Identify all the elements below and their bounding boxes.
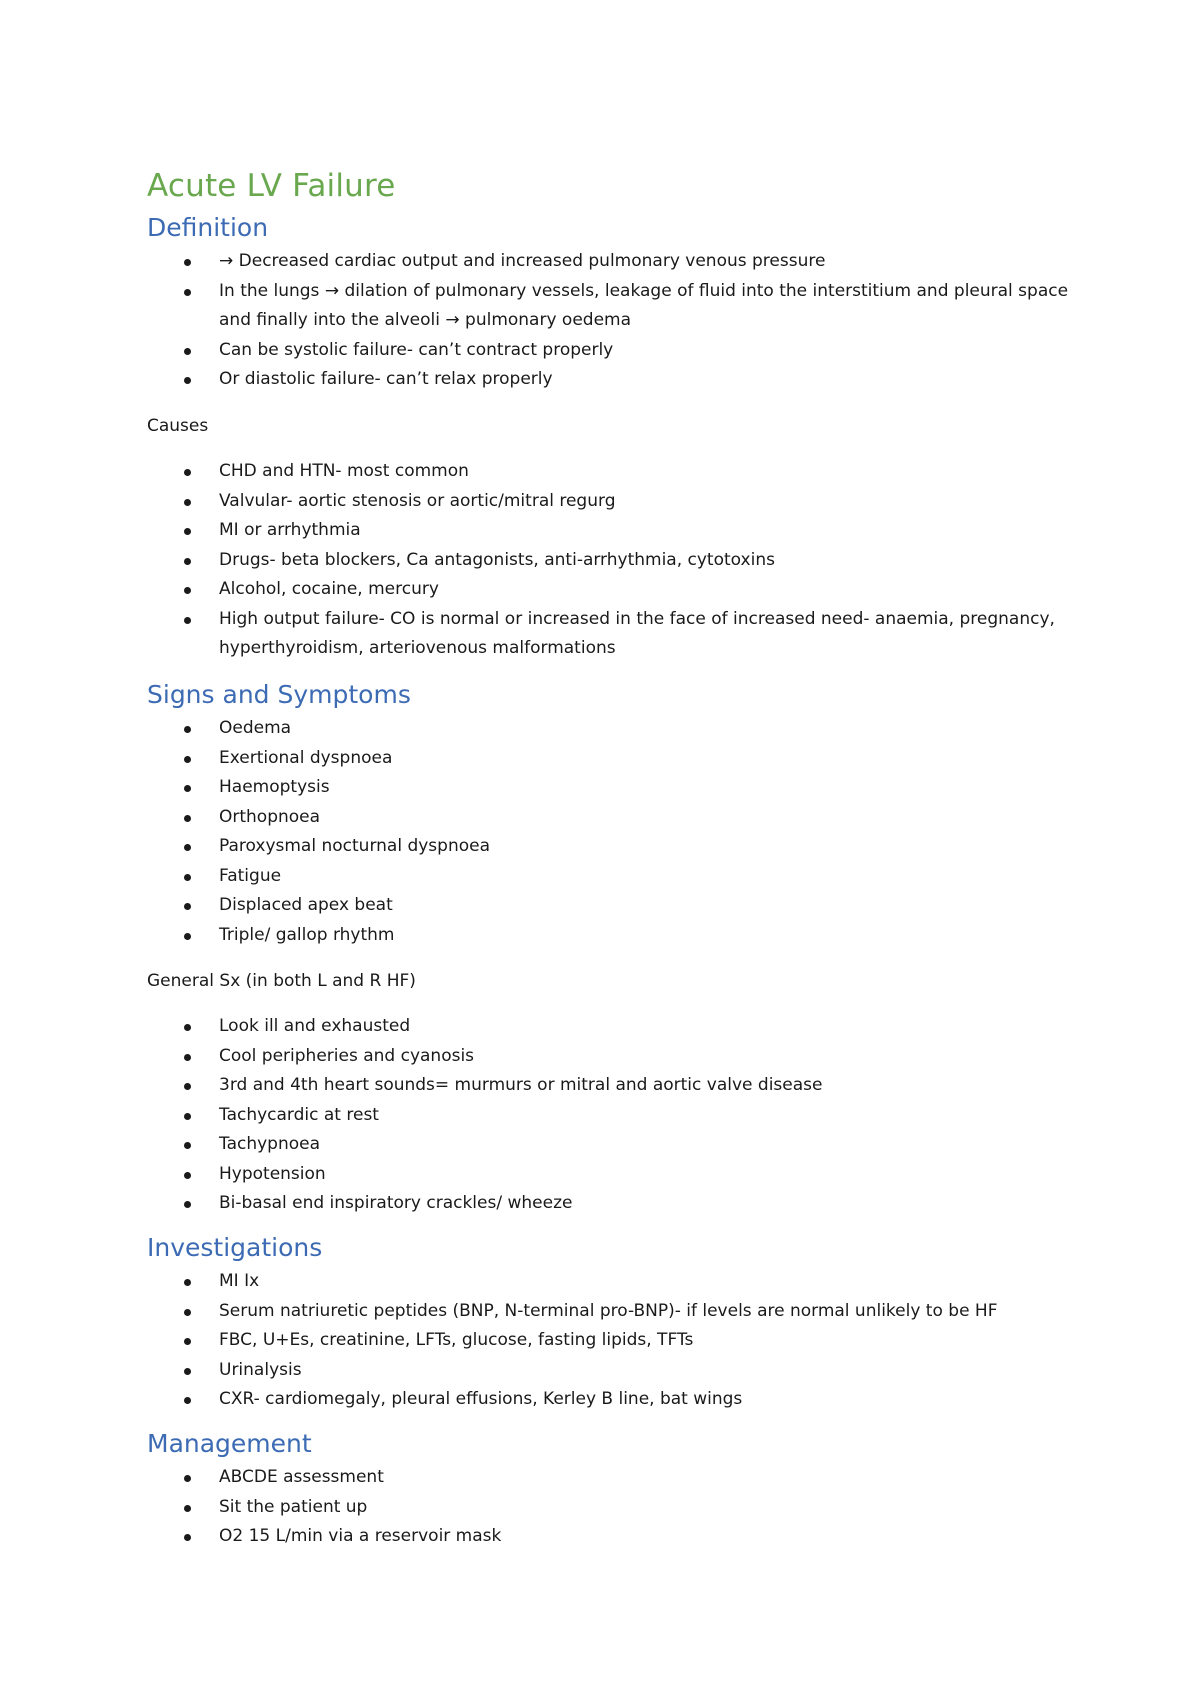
list-item: Displaced apex beat: [147, 891, 1077, 921]
list-item: In the lungs → dilation of pulmonary vessels, leakage of fluid into the interstitium and pleural space and finally into the alveoli → pulmonary oedema: [147, 277, 1077, 336]
bullet-icon: [184, 1534, 191, 1541]
list-item: Look ill and exhausted: [147, 1012, 1077, 1042]
list-item: MI Ix: [147, 1267, 1077, 1297]
list-item: Paroxysmal nocturnal dyspnoea: [147, 832, 1077, 862]
list-item: CXR- cardiomegaly, pleural effusions, Kerley B line, bat wings: [147, 1385, 1077, 1415]
bullet-icon: [184, 903, 191, 910]
list-item: Cool peripheries and cyanosis: [147, 1042, 1077, 1072]
list-item: ABCDE assessment: [147, 1463, 1077, 1493]
list-item: Drugs- beta blockers, Ca antagonists, anti-arrhythmia, cytotoxins: [147, 546, 1077, 576]
management-list: [147, 1463, 1077, 1552]
list-item: Oedema: [147, 714, 1077, 744]
bullet-icon: [184, 1338, 191, 1345]
general-list: [147, 1012, 1077, 1219]
list-item: Or diastolic failure- can’t relax properly: [147, 365, 1077, 395]
signs-list: [147, 714, 1077, 950]
heading-signs-and-symptoms: Signs and Symptoms: [147, 680, 411, 709]
list-item: CHD and HTN- most common: [147, 457, 1077, 487]
bullet-icon: [184, 1368, 191, 1375]
list-item: Can be systolic failure- can’t contract properly: [147, 336, 1077, 366]
list-item: Triple/ gallop rhythm: [147, 921, 1077, 951]
bullet-icon: [184, 1201, 191, 1208]
list-item: → Decreased cardiac output and increased pulmonary venous pressure: [147, 247, 1077, 277]
list-item: Urinalysis: [147, 1356, 1077, 1386]
bullet-icon: [184, 377, 191, 384]
list-item: High output failure- CO is normal or increased in the face of increased need- anaemia, pregnancy, hyperthyroidism, arteriovenous malformations: [147, 605, 1077, 664]
bullet-icon: [184, 1083, 191, 1090]
list-item: 3rd and 4th heart sounds= murmurs or mitral and aortic valve disease: [147, 1071, 1077, 1101]
list-item: Fatigue: [147, 862, 1077, 892]
list-item: Tachycardic at rest: [147, 1101, 1077, 1131]
bullet-icon: [184, 844, 191, 851]
list-item: Bi-basal end inspiratory crackles/ wheeze: [147, 1189, 1077, 1219]
list-item: Valvular- aortic stenosis or aortic/mitral regurg: [147, 487, 1077, 517]
bullet-icon: [184, 587, 191, 594]
bullet-icon: [184, 1113, 191, 1120]
bullet-icon: [184, 1505, 191, 1512]
list-item: Alcohol, cocaine, mercury: [147, 575, 1077, 605]
causes-list: [147, 457, 1077, 664]
bullet-icon: [184, 558, 191, 565]
bullet-icon: [184, 528, 191, 535]
list-item: Tachypnoea: [147, 1130, 1077, 1160]
bullet-icon: [184, 1279, 191, 1286]
definition-list: [147, 247, 1077, 395]
label-causes: Causes: [147, 416, 209, 436]
list-item: FBC, U+Es, creatinine, LFTs, glucose, fasting lipids, TFTs: [147, 1326, 1077, 1356]
bullet-icon: [184, 1397, 191, 1404]
bullet-icon: [184, 1172, 191, 1179]
bullet-icon: [184, 1024, 191, 1031]
bullet-icon: [184, 1054, 191, 1061]
bullet-icon: [184, 499, 191, 506]
bullet-icon: [184, 617, 191, 624]
list-item: Hypotension: [147, 1160, 1077, 1190]
label-general-sx: General Sx (in both L and R HF): [147, 971, 416, 991]
bullet-icon: [184, 756, 191, 763]
bullet-icon: [184, 348, 191, 355]
bullet-icon: [184, 469, 191, 476]
bullet-icon: [184, 259, 191, 266]
list-item: Exertional dyspnoea: [147, 744, 1077, 774]
bullet-icon: [184, 726, 191, 733]
bullet-icon: [184, 1475, 191, 1482]
document-title: Acute LV Failure: [147, 168, 396, 204]
list-item: Orthopnoea: [147, 803, 1077, 833]
list-item: MI or arrhythmia: [147, 516, 1077, 546]
heading-investigations: Investigations: [147, 1233, 323, 1262]
bullet-icon: [184, 785, 191, 792]
list-item: Sit the patient up: [147, 1493, 1077, 1523]
bullet-icon: [184, 933, 191, 940]
bullet-icon: [184, 874, 191, 881]
heading-management: Management: [147, 1429, 312, 1458]
bullet-icon: [184, 815, 191, 822]
bullet-icon: [184, 289, 191, 296]
bullet-icon: [184, 1309, 191, 1316]
bullet-icon: [184, 1142, 191, 1149]
list-item: Serum natriuretic peptides (BNP, N-terminal pro-BNP)- if levels are normal unlikely to be HF: [147, 1297, 1077, 1327]
list-item: O2 15 L/min via a reservoir mask: [147, 1522, 1077, 1552]
heading-definition: Definition: [147, 213, 269, 242]
investigations-list: [147, 1267, 1077, 1415]
list-item: Haemoptysis: [147, 773, 1077, 803]
